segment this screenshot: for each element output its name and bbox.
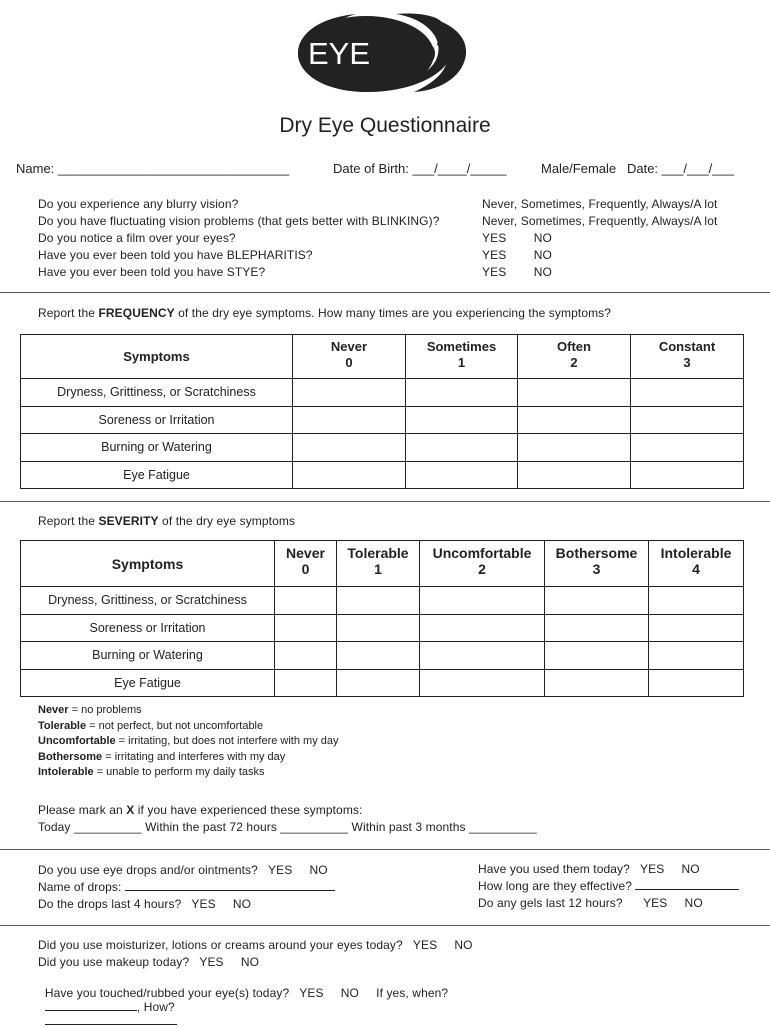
column-label: Bothersome: [555, 545, 638, 561]
column-header: [649, 541, 744, 587]
legend-definition: = unable to perform my daily tasks: [93, 766, 265, 778]
column-score: 3: [592, 561, 601, 577]
table-row: [21, 669, 744, 697]
rating-cell[interactable]: [406, 379, 518, 407]
symptom-label: Burning or Watering: [21, 434, 293, 462]
frequency-intro: [38, 306, 611, 320]
severity-legend: [38, 704, 338, 782]
table-row: [21, 379, 744, 407]
mark-x: X: [126, 803, 135, 817]
legend-item: [38, 704, 338, 720]
divider: [0, 292, 770, 293]
rating-cell[interactable]: [545, 587, 649, 615]
column-score: 0: [301, 561, 310, 577]
table-row: [21, 614, 744, 642]
frequency-intro-post: of the dry eye symptoms. How many times are you experiencing the symptoms?: [174, 306, 612, 320]
legend-item: [38, 735, 338, 751]
rating-cell[interactable]: [406, 461, 518, 489]
table-row: [21, 434, 744, 462]
rubbed-eyes-text: Have you touched/rubbed your eye(s) today? YES NO If yes, when?: [44, 986, 449, 1000]
eyespot-logo: [296, 12, 468, 94]
rubbed-eyes-question[interactable]: [38, 972, 448, 1028]
column-label: Never: [286, 545, 325, 561]
column-header: [545, 541, 649, 587]
table-row: [21, 406, 744, 434]
drops-effective-line[interactable]: [635, 879, 739, 890]
column-label: Sometimes: [426, 339, 497, 354]
symptom-label: Dryness, Grittiness, or Scratchiness: [21, 587, 275, 615]
legend-item: [38, 720, 338, 736]
logo-text-spot: SPOT: [371, 36, 456, 71]
rating-cell[interactable]: [293, 379, 406, 407]
rubbed-how-label: , How?: [136, 1000, 175, 1014]
rating-cell[interactable]: [518, 406, 631, 434]
drops-effective[interactable]: [478, 879, 739, 893]
divider: [0, 925, 770, 926]
drops-effective-text: How long are they effective?: [478, 879, 633, 893]
gels-12hours[interactable]: Do any gels last 12 hours? YES NO: [478, 896, 703, 910]
rating-cell[interactable]: [518, 379, 631, 407]
mark-pre: Please mark an: [38, 803, 127, 817]
legend-definition: = irritating, but does not interfere with my day: [115, 735, 339, 747]
legend-term: Intolerable: [38, 766, 94, 778]
rating-cell[interactable]: [631, 434, 744, 462]
rating-cell[interactable]: [337, 614, 420, 642]
drops-name-label[interactable]: [38, 880, 335, 894]
symptom-label: Burning or Watering: [21, 642, 275, 670]
rating-cell[interactable]: [406, 406, 518, 434]
sex-date-field[interactable]: Male/Female Date: ___/___/___: [541, 161, 734, 176]
legend-item: [38, 766, 338, 782]
rating-cell[interactable]: [337, 642, 420, 670]
question-text: Do you experience any blurry vision?: [38, 197, 239, 211]
column-header: [406, 335, 518, 379]
column-score: 2: [478, 561, 486, 577]
column-score: 3: [683, 355, 691, 370]
frequency-intro-pre: Report the: [38, 306, 99, 320]
rating-cell[interactable]: [545, 669, 649, 697]
mark-instructions: [38, 803, 362, 817]
column-score: 4: [692, 561, 700, 577]
mark-post: if you have experienced these symptoms:: [134, 803, 363, 817]
severity-intro-post: of the dry eye symptoms: [158, 514, 296, 528]
rating-cell[interactable]: [337, 587, 420, 615]
symptoms-header: Symptoms: [21, 335, 293, 379]
rating-cell[interactable]: [649, 669, 744, 697]
rating-cell[interactable]: [518, 461, 631, 489]
symptom-label: Soreness or Irritation: [21, 614, 275, 642]
question-text: Have you ever been told you have STYE?: [38, 265, 266, 279]
rating-cell[interactable]: [275, 669, 337, 697]
legend-definition: = irritating and interferes with my day: [102, 750, 286, 763]
column-header: [420, 541, 545, 587]
table-row: [21, 461, 744, 489]
rating-cell[interactable]: [275, 587, 337, 615]
column-header: [337, 541, 420, 587]
legend-definition: = not perfect, but not uncomfortable: [86, 719, 264, 732]
name-field[interactable]: Name: ________________________________: [16, 161, 290, 176]
symptoms-header: Symptoms: [21, 541, 275, 587]
legend-term: Uncomfortable: [38, 735, 116, 747]
rating-cell[interactable]: [420, 669, 545, 697]
rating-cell[interactable]: [420, 642, 545, 670]
drops-name-text: Name of drops:: [38, 880, 122, 894]
rating-cell[interactable]: [631, 379, 744, 407]
column-score: 0: [345, 355, 353, 370]
column-label: Constant: [658, 339, 716, 354]
rating-cell[interactable]: [420, 614, 545, 642]
rating-cell[interactable]: [293, 406, 406, 434]
severity-intro-bold: SEVERITY: [98, 514, 159, 528]
symptom-label: Eye Fatigue: [21, 669, 275, 697]
dob-field[interactable]: Date of Birth: ___/____/_____: [333, 161, 507, 176]
column-header: [631, 335, 744, 379]
table-row: [21, 642, 744, 670]
rubbed-when-line[interactable]: [45, 1000, 137, 1011]
drops-name-line[interactable]: [125, 880, 335, 891]
rating-cell[interactable]: [649, 614, 744, 642]
severity-intro-pre: Report the: [38, 514, 99, 528]
rating-cell[interactable]: [649, 642, 744, 670]
column-label: Uncomfortable: [432, 545, 532, 561]
question-answer-options[interactable]: YES NO: [482, 265, 552, 279]
column-label: Often: [557, 339, 591, 354]
rating-cell[interactable]: [631, 406, 744, 434]
question-text: Do you notice a film over your eyes?: [38, 231, 236, 245]
rating-cell[interactable]: [293, 461, 406, 489]
question-text: Have you ever been told you have BLEPHARITIS?: [38, 248, 313, 262]
rating-cell[interactable]: [293, 434, 406, 462]
rating-cell[interactable]: [518, 434, 631, 462]
rating-cell[interactable]: [545, 614, 649, 642]
logo-text-eye: EYE: [308, 36, 371, 71]
legend-term: Bothersome: [38, 750, 103, 763]
rating-cell[interactable]: [275, 614, 337, 642]
legend-term: Tolerable: [38, 719, 87, 732]
drops-q3[interactable]: Do the drops last 4 hours? YES NO: [38, 897, 252, 911]
rating-cell[interactable]: [275, 642, 337, 670]
rating-cell[interactable]: [545, 642, 649, 670]
column-score: 1: [457, 355, 466, 370]
moisturizer-question[interactable]: Did you use moisturizer, lotions or creams around your eyes today? YES NO: [38, 938, 473, 952]
rubbed-how-line[interactable]: [45, 1014, 177, 1025]
legend-definition: = no problems: [68, 704, 142, 716]
rating-cell[interactable]: [420, 587, 545, 615]
page-title: Dry Eye Questionnaire: [279, 114, 491, 137]
column-header: [518, 335, 631, 379]
legend-term: Never: [38, 704, 69, 716]
question-answer-options[interactable]: Never, Sometimes, Frequently, Always/A lot: [482, 214, 718, 228]
drops-today[interactable]: Have you used them today? YES NO: [478, 862, 700, 876]
rating-cell[interactable]: [649, 587, 744, 615]
divider: [0, 849, 770, 850]
column-label: Intolerable: [660, 545, 732, 561]
question-answer-options[interactable]: YES NO: [482, 231, 552, 245]
legend-item: [38, 751, 338, 767]
column-header: [275, 541, 337, 587]
drops-q1[interactable]: Do you use eye drops and/or ointments? YES NO: [38, 863, 328, 877]
rating-cell[interactable]: [631, 461, 744, 489]
symptom-label: Eye Fatigue: [21, 461, 293, 489]
frequency-intro-bold: FREQUENCY: [98, 306, 175, 320]
rating-cell[interactable]: [406, 434, 518, 462]
question-answer-options[interactable]: Never, Sometimes, Frequently, Always/A lot: [482, 197, 718, 211]
column-score: 1: [374, 561, 382, 577]
column-score: 2: [570, 355, 578, 370]
severity-intro: [38, 514, 295, 528]
divider: [0, 501, 770, 502]
table-row: [21, 587, 744, 615]
question-answer-options[interactable]: YES NO: [482, 248, 552, 262]
symptom-label: Soreness or Irritation: [21, 406, 293, 434]
timeframe-fields[interactable]: Today __________ Within the past 72 hours __________ Within past 3 months __________: [38, 820, 537, 834]
severity-table: [20, 540, 744, 697]
symptom-label: Dryness, Grittiness, or Scratchiness: [21, 379, 293, 407]
question-text: Do you have fluctuating vision problems (that gets better with BLINKING)?: [38, 214, 440, 228]
makeup-question[interactable]: Did you use makeup today? YES NO: [38, 955, 260, 969]
column-header: [293, 335, 406, 379]
column-label: Never: [330, 339, 368, 354]
rating-cell[interactable]: [337, 669, 420, 697]
column-label: Tolerable: [347, 545, 409, 561]
frequency-table: [20, 334, 744, 489]
